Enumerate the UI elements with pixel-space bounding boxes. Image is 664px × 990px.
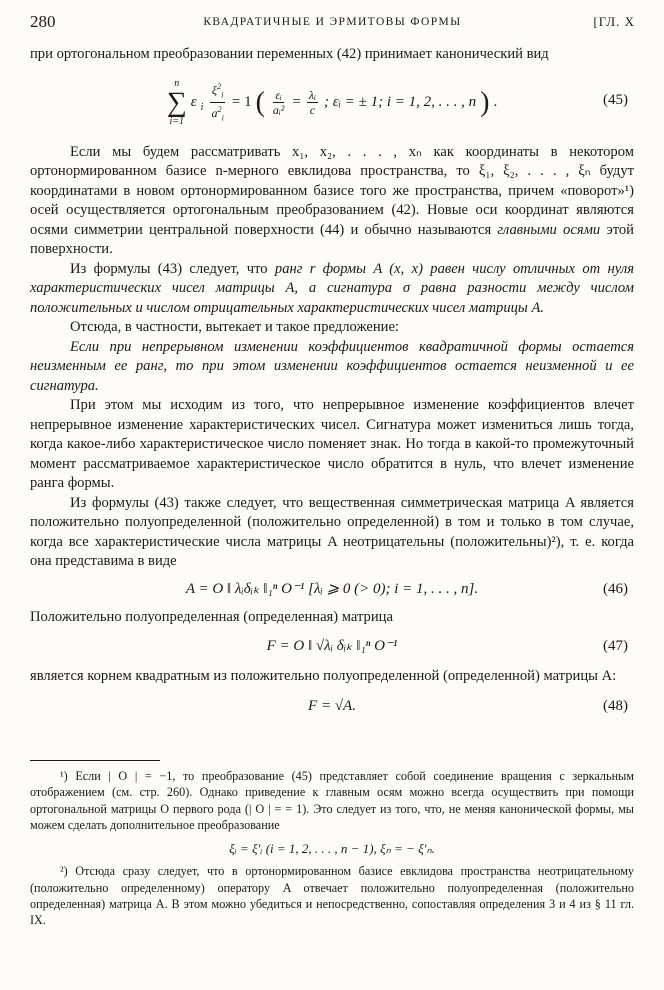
- footnote-divider: [30, 760, 160, 761]
- equation-number-48: (48): [603, 697, 628, 714]
- equation-45: n ∑ i=1 ε i $\frac{\xi^2_i}{a^2_i}$ = 1 ( $\frac{\text{εᵢ}}{\text{aᵢ²}}$ = $\frac{\text{λᵢ}}{c}$ ; εᵢ = ± 1; i = 1, 2, . . . , n ) . (45): [166, 77, 628, 127]
- paragraph-coordinates: Если мы будем рассматривать x₁, x₂, . . . , xₙ как координаты в некотором ортонормированном базисе n-мерного евклидова пространства, то ξ₁, ξ₂, . . . , ξₙ будут координатами в новом ортонормированном базисе того же пространства, причем «поворот»¹) осей осуществляется ортогональным преобразованием (42). Новые оси координат являются осями симметрии центральной поверхности (44) и обычно называются главными осями этой поверхности.: [30, 143, 634, 257]
- paragraph-proposition: Если при непрерывном изменении коэффициентов квадратичной формы остается неизменным ее ранг, то при этом изменении коэффициентов остается неизменной и ее сигнатура.: [30, 338, 634, 394]
- page-number: 280: [30, 12, 56, 31]
- equation-48: F = √A. (48): [30, 697, 634, 717]
- paragraph-corollary-intro: Отсюда, в частности, вытекает и такое предложение:: [70, 319, 399, 335]
- fraction-xi-a: $\frac{\xi^2_i}{a^2_i}$: [211, 81, 224, 123]
- chapter-label: [ГЛ. X: [593, 14, 635, 29]
- footnote-1: ¹) Если | O | = −1, то преобразование (45) представляет собой соединение вращения с зеркальным отображением (см. стр. 260). Однако приведение к главным осям можно всегда осуществить при помощи ортогональной матрицы O первого рода (| O | = = 1). Это следует из того, что, не меняя канонической формы, мы можем сделать дополнительное преобразование: [30, 769, 634, 832]
- running-title: КВАДРАТИЧНЫЕ И ЭРМИТОВЫ ФОРМЫ: [203, 16, 462, 28]
- footnotes: [30, 768, 634, 929]
- equation-46: A = O ‖ λᵢδᵢₖ ‖₁ⁿ O⁻¹ [λᵢ ⩾ 0 (> 0); i = 1, . . . , n]. (46): [30, 580, 634, 600]
- footnote-2: ²) Отсюда сразу следует, что в ортонормированном базисе евклидова пространства неотрицательному (положительно определенному) оператору A отвечает положительно полуопределенная (положительно определенная) матрица A. В этом можно убедиться и непосредственно, сопоставляя определения 3 и 4 из § 11 гл. IX.: [30, 864, 634, 928]
- paragraph-rank-signature: Из формулы (43) следует, что ранг r формы A (x, x) равен числу отличных от нуля характеристических чисел матрицы A, а сигнатура σ равна разности между числом положительных и числом отрицательных характеристических чисел матрицы A.: [30, 260, 634, 316]
- equation-number-46: (46): [603, 580, 628, 597]
- paragraph-root-matrix: Положительно полуопределенная (определенная) матрица: [30, 608, 393, 625]
- sum-operator: n ∑ i=1: [166, 77, 187, 127]
- paragraph-semidefinite: Из формулы (43) также следует, что вещественная симметрическая матрица A является положительно полуопределенной (положительно определенной) в том и только в том случае, когда все характеристические числа матрицы A неотрицательны (положительны)²), т. е. когда она представима в виде: [30, 494, 634, 569]
- page-header: [30, 12, 635, 36]
- intro-paragraph: при ортогональном преобразовании переменных (42) принимает канонический вид: [30, 46, 549, 62]
- fraction-lambda-c: $\frac{\text{λᵢ}}{c}$: [308, 88, 316, 117]
- equation-number-47: (47): [603, 638, 628, 654]
- paragraph-continuity: При этом мы исходим из того, что непрерывное изменение коэффициентов влечет непрерывное изменение характеристических чисел. Сигнатура может измениться лишь тогда, когда какое-либо характеристическое число поменяет знак. Но тогда в какой-то промежуточный момент рассматриваемое характеристическое число обратится в нуль, что влечет изменение ранга формы.: [30, 397, 634, 491]
- equation-number-45: (45): [603, 91, 628, 108]
- fraction-eps-a: $\frac{\text{εᵢ}}{\text{aᵢ²}}$: [272, 88, 285, 117]
- main-text: [30, 45, 634, 727]
- paragraph-square-root: является корнем квадратным из положительно полуопределенной (определенной) матрицы A:: [30, 668, 617, 684]
- footnote-1-equation: ξᵢ = ξ′ᵢ (i = 1, 2, . . . , n − 1), ξₙ = − ξ′ₙ.: [229, 841, 435, 857]
- equation-47: F = O ‖ √λᵢ δᵢₖ ‖₁ⁿ O⁻¹ (47): [30, 637, 634, 657]
